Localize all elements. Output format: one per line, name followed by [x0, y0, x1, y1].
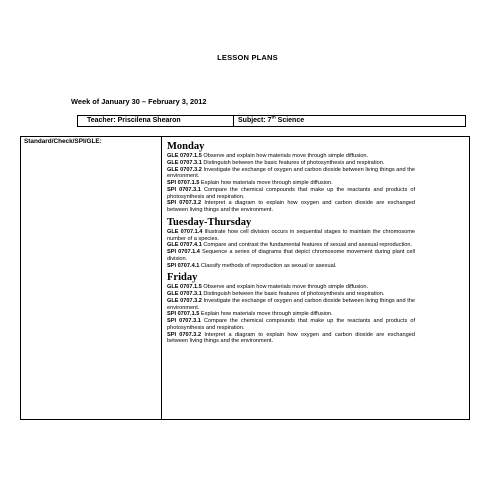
standard-item: SPI 0707.3.1 Compare the chemical compounds that make up the reactants and products of photosynthesis and respiration.	[167, 318, 415, 331]
day-heading: Tuesday-Thursday	[167, 216, 252, 228]
standard-item: GLE 0707.3.2 Investigate the exchange of oxygen and carbon dioxide between living things and the environment.	[167, 166, 415, 180]
standard-item: GLE 0707.1.4 Illustrate how cell division occurs in sequential stages to maintain the chromosome number of a species.	[167, 228, 416, 242]
subject-superscript: th	[271, 114, 276, 120]
standard-item: SPI 0707.1.5 Explain how materials move through simple diffusion.	[167, 311, 333, 318]
standard-item: GLE 0707.3.1 Distinguish between the basic features of photosynthesis and respiration.	[167, 291, 385, 297]
standard-item: GLE 0707.3.1 Distinguish between the basic features of photosynthesis and respiration.	[167, 159, 385, 166]
standards-content	[165, 137, 415, 419]
standard-item: SPI 0707.3.2 Interpret a diagram to explain how oxygen and carbon dioxide are exchanged between living things and the environment.	[167, 200, 415, 213]
standards-table	[20, 136, 470, 420]
subject-prefix: Subject: 7	[238, 117, 272, 124]
week-label: Week of January 30 – February 3, 2012	[71, 97, 207, 106]
standard-item: GLE 0707.4.1 Compare and contrast the fundamental features of sexual and asexual reproduction.	[167, 242, 413, 249]
standard-item: SPI 0707.3.2 Interpret a diagram to explain how oxygen and carbon dioxide are exchanged between living things and the environment.	[167, 331, 415, 345]
header-table	[77, 115, 466, 127]
page-title: LESSON PLANS	[217, 53, 278, 62]
standard-item: GLE 0707.1.5 Observe and explain how materials move through simple diffusion.	[167, 153, 369, 159]
standard-item: SPI 0707.4.1 Classify methods of reproduction as sexual or asexual.	[167, 262, 337, 269]
subject-suffix: Science	[275, 117, 305, 124]
standard-item: GLE 0707.3.2 Investigate the exchange of oxygen and carbon dioxide between living things and the environment.	[167, 297, 415, 311]
standard-item: SPI 0707.1.4 Sequence a series of diagrams that depict chromosome movement during plant cell division.	[167, 249, 415, 262]
standard-item: GLE 0707.1.5 Observe and explain how materials move through simple diffusion.	[167, 284, 369, 291]
standard-item: SPI 0707.1.5 Explain how materials move through simple diffusion.	[167, 180, 333, 186]
standards-heading: Standard/Check/SPI/GLE:	[21, 137, 162, 419]
day-heading: Monday	[167, 141, 205, 152]
standard-item: SPI 0707.3.1 Compare the chemical compounds that make up the reactants and products of photosynthesis and respiration.	[167, 186, 415, 200]
subject-cell	[234, 116, 304, 126]
day-heading: Friday	[167, 272, 198, 284]
teacher-cell: Teacher: Priscilena Shearon	[78, 116, 234, 126]
